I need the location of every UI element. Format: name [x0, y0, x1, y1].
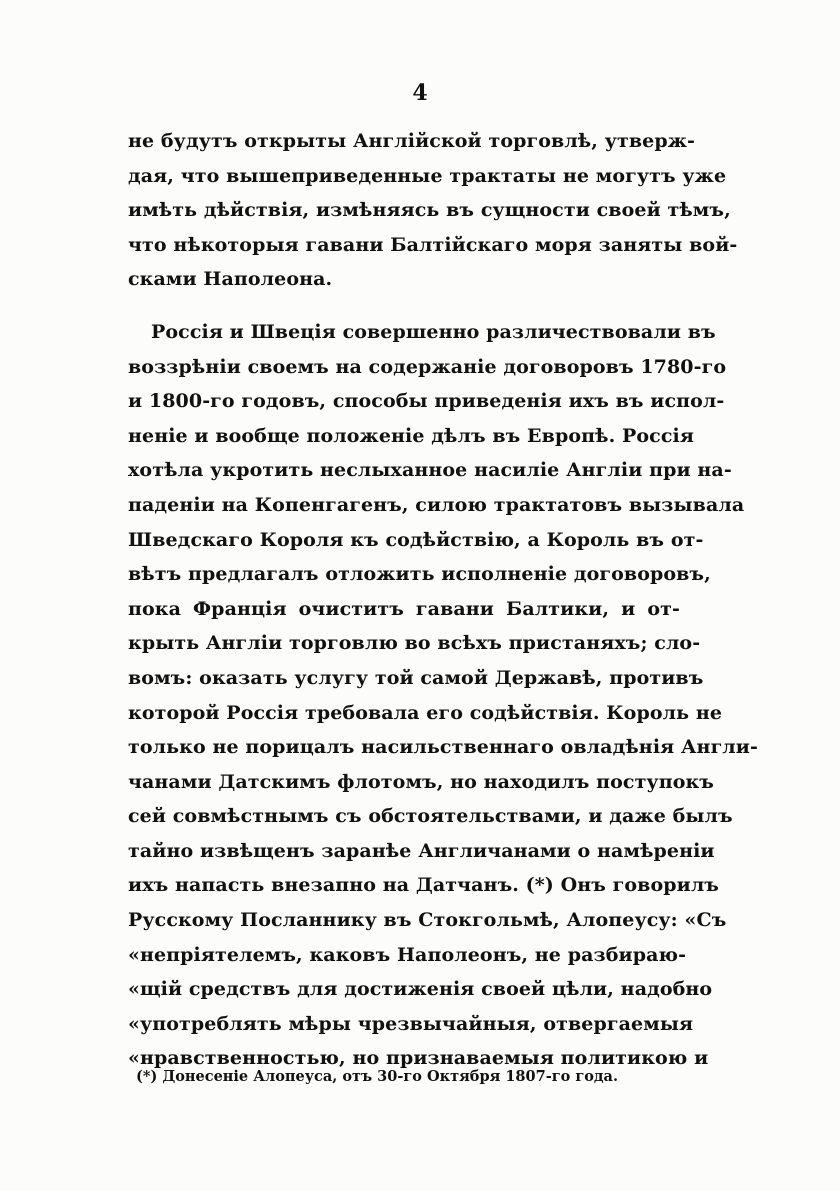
text-line: ихъ напасть внезапно на Датчанъ. (*) Онъ говорилъ [128, 874, 719, 897]
text-line: пока Франція очиститъ гавани Балтики, и от- [128, 597, 680, 620]
text-line: «непріятелемъ, каковъ Наполеонъ, не разбираю- [128, 943, 687, 966]
text-line: хотѣла укротить неслыханное насиліе Англіи при на- [128, 459, 732, 482]
text-line: крыть Англіи торговлю во всѣхъ пристаняхъ; сло- [128, 632, 701, 655]
text-line: неніе и вообще положеніе дѣлъ въ Европѣ. Россія [128, 424, 694, 447]
paragraph-1 [128, 124, 738, 297]
paragraph-2 [128, 315, 758, 1076]
text-line: дая, что вышеприведенные трактаты не могутъ уже [128, 164, 727, 187]
text-line: имѣть дѣйствія, измѣняясь въ сущности своей тѣмъ, [128, 199, 731, 222]
text-line: не будутъ открыты Англійской торговлѣ, утверж- [128, 130, 695, 152]
text-line: вомъ: оказать услугу той самой Державѣ, противъ [128, 666, 704, 689]
text-line: «употреблять мѣры чрезвычайныя, отвергаемыя [128, 1012, 694, 1035]
text-line: сей совмѣстнымъ съ обстоятельствами, и даже былъ [128, 805, 733, 828]
body-text [128, 124, 758, 1076]
text-line: воззрѣніи своемъ на содержаніе договоровъ 1780-го [128, 355, 727, 378]
text-line: которой Россія требовала его содѣйствія. Король не [128, 701, 723, 724]
text-line: Россія и Швеція совершенно различествовали въ [151, 320, 716, 343]
footnote: (*) Донесеніе Алопеуса, отъ 30-го Октября 1807-го года. [136, 1068, 618, 1085]
text-line: Русскому Посланнику въ Стокгольмѣ, Алопеусу: «Съ [128, 909, 727, 932]
paragraph-gap [128, 297, 680, 315]
text-line: «нравственностью, но признаваемыя политикою и [128, 1047, 709, 1070]
text-line: чанами Датскимъ флотомъ, но находилъ поступокъ [128, 770, 714, 793]
page-number: 4 [412, 80, 428, 106]
text-line: сками Наполеона. [128, 268, 333, 291]
text-line: тайно извѣщенъ заранѣе Англичанами о намѣреніи [128, 839, 715, 862]
text-line: и 1800-го годовъ, способы приведенія ихъ въ испол- [128, 390, 725, 413]
text-line: что нѣкоторыя гавани Балтійскаго моря заняты вой- [128, 233, 738, 256]
text-line: паденіи на Копенгагенъ, силою трактатовъ вызывала [128, 493, 745, 516]
text-line: вѣтъ предлагалъ отложить исполненіе договоровъ, [128, 563, 711, 586]
text-line: только не порицалъ насильственнаго овладѣнія Англи- [128, 736, 758, 759]
text-line: «щій средствъ для достиженія своей цѣли, надобно [128, 978, 713, 1001]
text-line: Шведскаго Короля къ содѣйствію, а Король въ от- [128, 528, 704, 551]
